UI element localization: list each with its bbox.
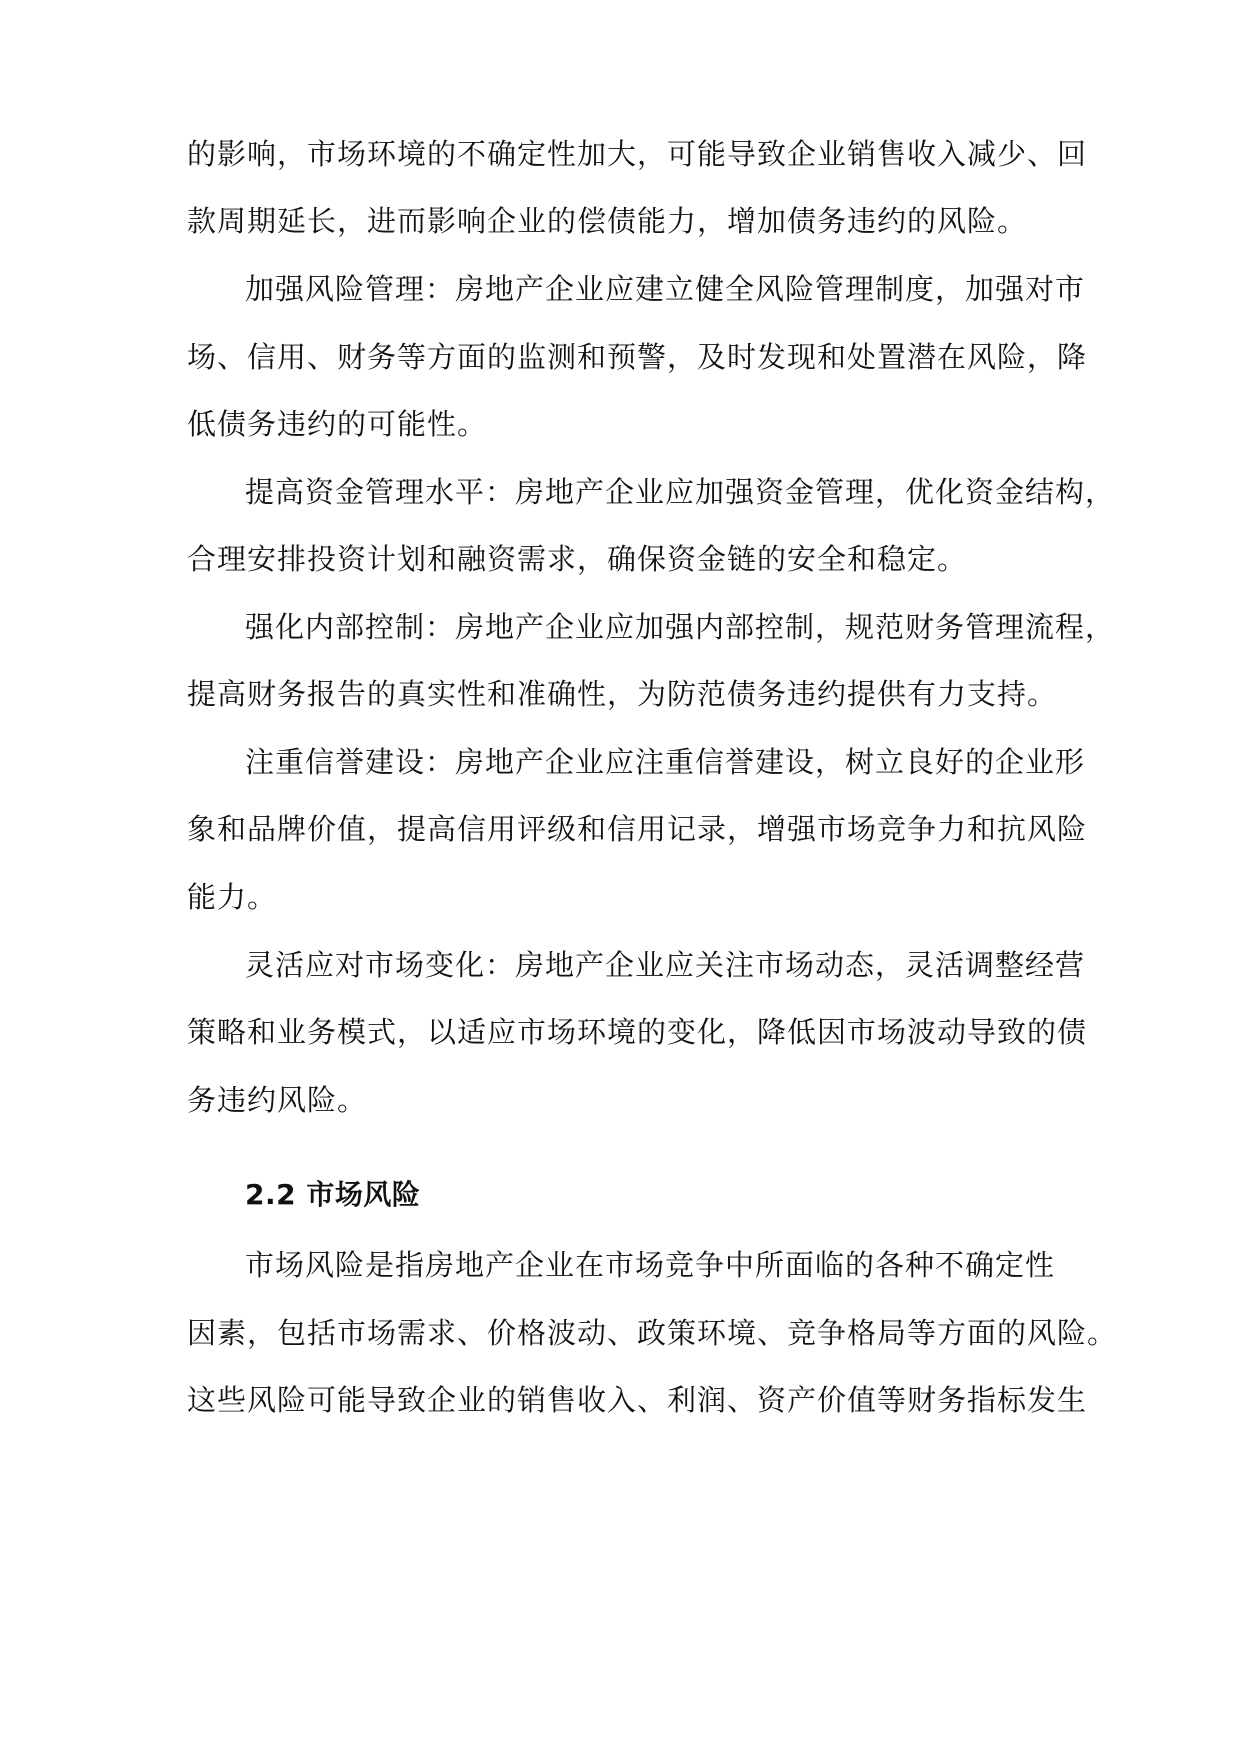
paragraph-line: 的影响，市场环境的不确定性加大，可能导致企业销售收入减少、回 [187,137,1088,171]
paragraph-line: 这些风险可能导致企业的销售收入、利润、资产价值等财务指标发生 [187,1383,1088,1417]
paragraph-line: 低债务违约的可能性。 [187,407,488,441]
paragraph-line: 合理安排投资计划和融资需求，确保资金链的安全和稳定。 [187,542,968,576]
paragraph-line: 提高财务报告的真实性和准确性，为防范债务违约提供有力支持。 [187,677,1058,711]
paragraph-line: 象和品牌价值，提高信用评级和信用记录，增强市场竞争力和抗风险 [187,812,1088,846]
paragraph-line: 款周期延长，进而影响企业的偿债能力，增加债务违约的风险。 [187,204,1028,238]
paragraph-line: 场、信用、财务等方面的监测和预警，及时发现和处置潜在风险，降 [187,340,1088,374]
paragraph-line: 市场风险是指房地产企业在市场竞争中所面临的各种不确定性 [245,1248,1056,1282]
paragraph-line: 能力。 [187,880,278,914]
paragraph-line: 强化内部控制：房地产企业应加强内部控制，规范财务管理流程， [245,610,1116,644]
paragraph-line: 注重信誉建设：房地产企业应注重信誉建设，树立良好的企业形 [245,745,1086,779]
section-heading: 2.2 市场风险 [245,1178,421,1211]
paragraph-line: 灵活应对市场变化：房地产企业应关注市场动态，灵活调整经营 [245,948,1086,982]
paragraph-line: 务违约风险。 [187,1083,368,1117]
paragraph-line: 加强风险管理：房地产企业应建立健全风险管理制度，加强对市 [245,272,1086,306]
paragraph-line: 因素，包括市场需求、价格波动、政策环境、竞争格局等方面的风险。 [187,1316,1118,1350]
paragraph-line: 提高资金管理水平：房地产企业应加强资金管理，优化资金结构， [245,475,1116,509]
paragraph-line: 策略和业务模式，以适应市场环境的变化，降低因市场波动导致的债 [187,1015,1088,1049]
